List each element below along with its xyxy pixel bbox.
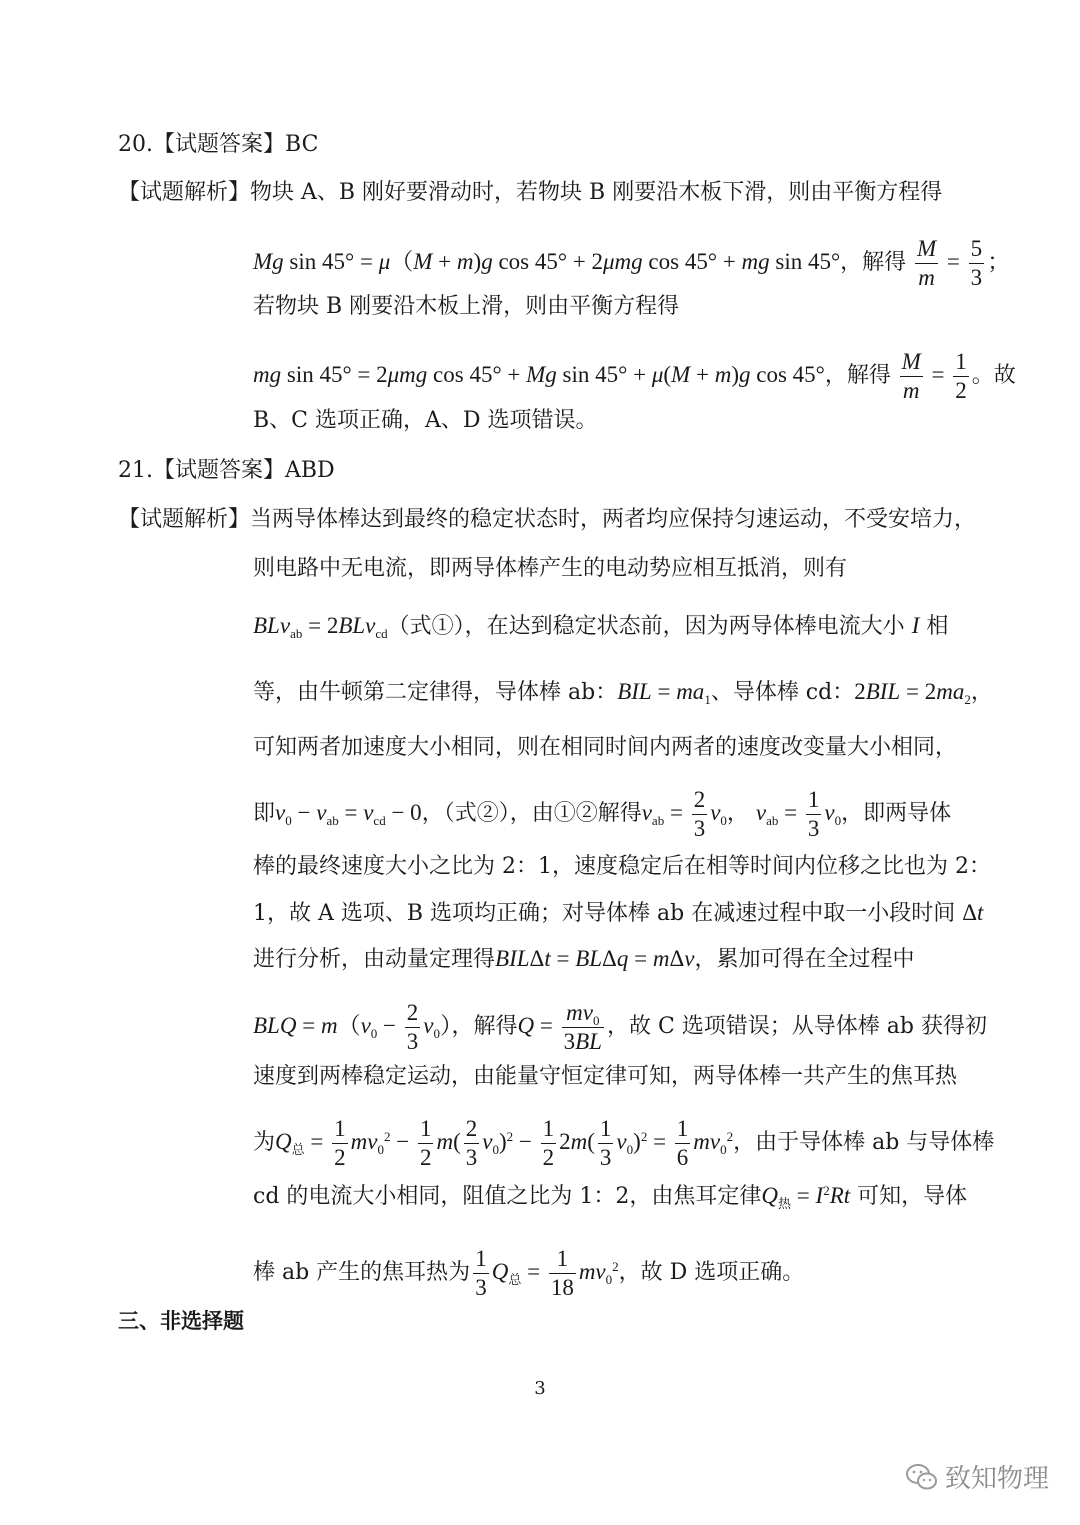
analysis-label: 【试题解析】 bbox=[118, 180, 251, 205]
q21-line7: 棒的最终速度大小之比为 2：1，速度稳定后在相等时间内位移之比也为 2： bbox=[253, 854, 991, 879]
q20-equation1: Mg sin 45° = μ（M + m)g cos 45° + 2μmg cos 45° + mg sin 45°，解得 $\frac{M}{m}$ = $\frac{5}{3}$ ； bbox=[253, 236, 1011, 290]
analysis-label: 【试题解析】 bbox=[118, 507, 251, 532]
watermark-text: 致知物理 bbox=[945, 1464, 1050, 1494]
q21-line8: 1，故 A 选项、B 选项均正确；对导体棒 ab 在减速过程中取一小段时间 Δt bbox=[253, 900, 984, 926]
q21-line9: 进行分析，由动量定理得BILΔt = BLΔq = mΔv，累加可得在全过程中 bbox=[253, 946, 915, 972]
fraction-1-over-2: $\frac{1}{2}$ bbox=[955, 349, 967, 403]
q21-line10: BLQ = $m(v_0$ − $\frac{2}{3}$ $v_0$），解得Q = $\frac{mv_0}{3BL}$ ，故 C 选项错误；从导体棒 ab 获得初 bbox=[253, 1000, 987, 1054]
q20-equation2: mg sin 45° = 2μmg cos 45° + Mg sin 45° + μ(M + m)g cos 45°，解得 $\frac{M}{m}$ = $\frac{1}{2}$ 。故 bbox=[253, 349, 1016, 403]
q20-analysis-line1: 【试题解析】物块 A、B 刚好要滑动时，若物块 B 刚要沿木板下滑，则由平衡方程得 bbox=[118, 180, 943, 205]
q21-line2: 则电路中无电流，即两导体棒产生的电动势应相互抵消，则有 bbox=[253, 556, 848, 581]
watermark bbox=[905, 1458, 1049, 1495]
q21-line5: 可知两者加速度大小相同，则在相同时间内两者的速度改变量大小相同， bbox=[253, 735, 958, 760]
fraction-M-over-m: $\frac{M}{m}$ bbox=[916, 236, 937, 290]
q21-analysis-line1: 【试题解析】当两导体棒达到最终的稳定状态时，两者均应保持匀速运动，不受安培力， bbox=[118, 507, 977, 532]
q21-line4: 等，由牛顿第二定律得，导体棒 ab：BIL = $ma_1$、导体棒 cd：$2BIL = 2ma_2$， bbox=[253, 679, 993, 707]
q21-line11: 速度到两棒稳定运动，由能量守恒定律可知，两导体棒一共产生的焦耳热 bbox=[253, 1064, 958, 1089]
page-number: 3 bbox=[534, 1378, 546, 1399]
q21-line3: BLv$_{ab}$ = 2BLv$_{cd}$（式①），在达到稳定状态前，因为两导体棒电流大小 I 相 bbox=[253, 613, 949, 641]
q20-answer: 20.【试题答案】BC bbox=[118, 132, 319, 157]
q21-line14: 棒 ab 产生的焦耳热为 $\frac{1}{3}$ $Q_总$ = $\frac{1}{18}$ $mv_0^2$，故 D 选项正确。 bbox=[253, 1246, 805, 1300]
wechat-icon bbox=[905, 1462, 939, 1492]
q20-analysis-line2: 若物块 B 刚要沿木板上滑，则由平衡方程得 bbox=[253, 294, 680, 319]
q20-conclusion: B、C 选项正确，A、D 选项错误。 bbox=[253, 408, 598, 433]
q21-line13: cd 的电流大小相同，阻值之比为 1：2，由焦耳定律$Q_热 = I^2Rt$ 可知，导体 bbox=[253, 1183, 968, 1211]
q21-line12: 为$Q_总$ = $\frac{1}{2}$ $mv_0^2$ − $\frac{1}{2}$ m( $\frac{2}{3}$ $v_0)^2$ − $\frac{1}{2}$ 2m( $\frac{1}{3}$ $v_0)^2$ = $\frac{1}{6}$ $mv_0^2$，由于导体棒 ab 与导体棒 bbox=[253, 1116, 995, 1170]
q21-line6: 即$v_0 - v_{ab} = v_{cd} - 0$，（式②），由①②解得$v_{ab}$ = $\frac{2}{3}$ $v_0$， $v_{ab}$ = $\frac{1}{3}$ $v_0$，即两导体 bbox=[253, 787, 952, 841]
q21-answer: 21.【试题答案】ABD bbox=[118, 458, 335, 483]
fraction-5-over-3: $\frac{5}{3}$ bbox=[970, 236, 983, 290]
fraction-M-over-m-2: $\frac{M}{m}$ bbox=[901, 349, 921, 403]
section-heading: 三、非选择题 bbox=[118, 1309, 244, 1333]
